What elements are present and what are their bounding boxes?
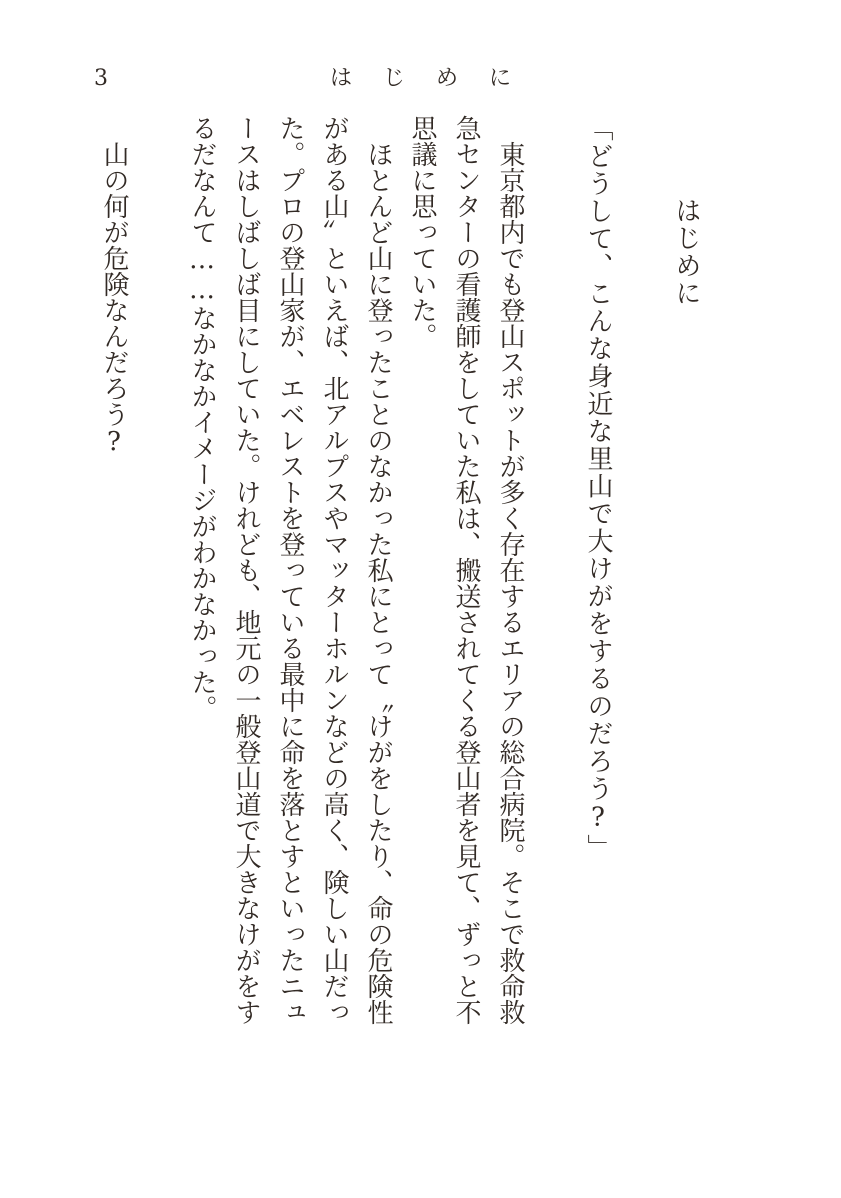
text-line: 「どうして、こんな身近な里山で大けがをするのだろう?」 xyxy=(583,115,613,862)
vertical-text-block xyxy=(92,115,708,1050)
text-line: 思議に思っていた。 xyxy=(407,115,437,349)
chapter-title: はじめに xyxy=(671,197,701,307)
running-head-title: はじめに xyxy=(329,66,542,91)
text-line: 山の何が危険なんだろう? xyxy=(99,141,129,457)
text-line: がある山〟といえば、北アルプスやマッターホルンなどの高く、険しい山だっ xyxy=(319,115,349,1025)
blank-line xyxy=(136,115,180,1050)
text-line: 急センターの看護師をしていた私は、搬送されてくる登山者を見て、ずっと不 xyxy=(451,115,481,1025)
page-number: 3 xyxy=(94,66,108,91)
text-line: ースはしばしば目にしていた。けれども、地元の一般登山道で大きなけがをす xyxy=(231,115,261,1025)
text-line: ほとんど山に登ったことのなかった私にとって〝けがをしたり、命の危険性 xyxy=(363,141,393,1025)
blank-line xyxy=(532,115,576,1050)
blank-line xyxy=(620,115,664,1050)
text-line: 東京都内でも登山スポットが多く存在するエリアの総合病院。そこで救命救 xyxy=(495,141,525,1025)
text-line: た。プロの登山家が、エベレストを登っている最中に命を落とすといったニュ xyxy=(275,115,305,1025)
text-line: るだなんて……なかなかイメージがわかなかった。 xyxy=(187,115,217,721)
